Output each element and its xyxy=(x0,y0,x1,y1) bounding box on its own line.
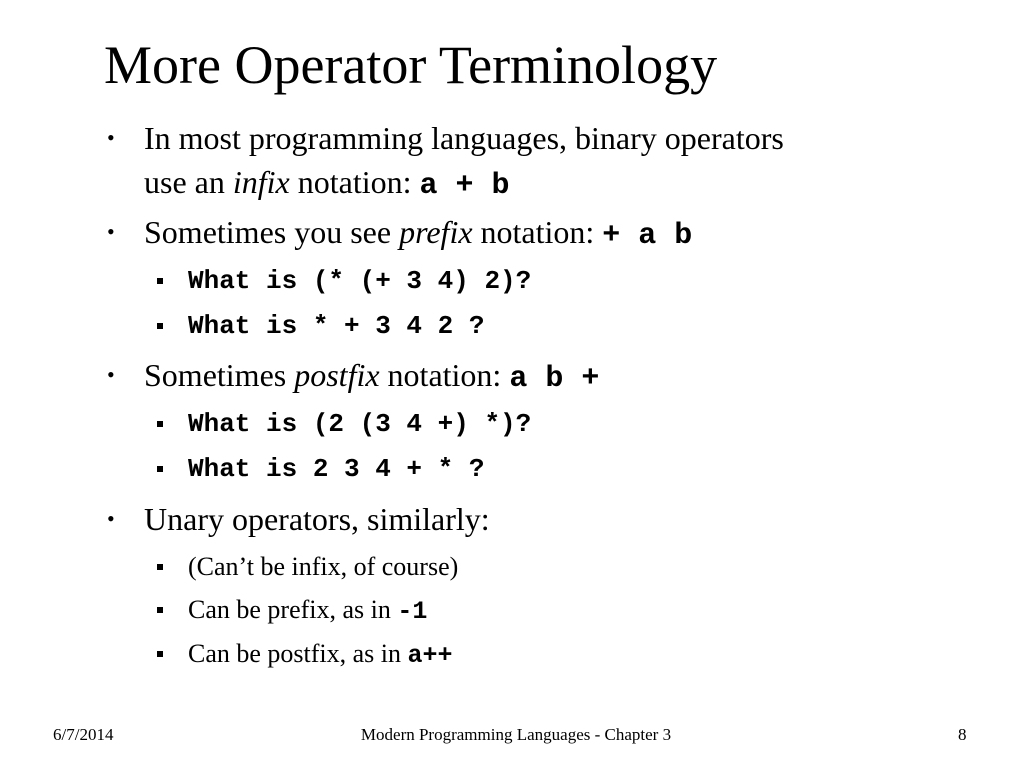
bullet-dot-icon: • xyxy=(107,219,115,244)
sub-bullet-question: What is (* (+ 3 4) 2)? xyxy=(188,266,532,296)
square-bullet-icon xyxy=(157,607,163,613)
bullet-text: notation: xyxy=(379,357,510,393)
sub-bullet-question: What is (2 (3 4 +) *)? xyxy=(188,409,532,439)
code-snippet: -1 xyxy=(397,597,428,626)
sub-bullet-text: (Can’t be infix, of course) xyxy=(188,552,459,581)
square-bullet-icon xyxy=(157,651,163,657)
bullet-text: use an xyxy=(144,164,233,200)
emphasis-term: postfix xyxy=(294,357,380,393)
square-bullet-icon xyxy=(157,421,163,427)
square-bullet-icon xyxy=(157,278,163,284)
square-bullet-icon xyxy=(157,323,163,329)
emphasis-term: infix xyxy=(232,164,290,200)
bullet-text: notation: xyxy=(289,164,420,200)
bullet-prefix xyxy=(144,210,692,258)
page-number: 8 xyxy=(958,725,967,744)
code-snippet: a++ xyxy=(407,641,453,670)
code-snippet: a b + xyxy=(509,362,600,396)
bullet-text: notation: xyxy=(472,214,603,250)
bullet-text: Sometimes you see xyxy=(144,214,400,250)
sub-bullet-postfix-example xyxy=(188,636,453,674)
bullet-infix-line1: In most programming languages, binary operators xyxy=(144,120,784,156)
bullet-dot-icon: • xyxy=(107,362,115,387)
emphasis-term: prefix xyxy=(399,214,473,250)
footer-date: 6/7/2014 xyxy=(53,725,114,744)
bullet-dot-icon: • xyxy=(107,506,115,531)
bullet-dot-icon: • xyxy=(107,125,115,150)
bullet-unary: Unary operators, similarly: xyxy=(144,501,490,537)
square-bullet-icon xyxy=(157,564,163,570)
square-bullet-icon xyxy=(157,466,163,472)
code-snippet: a + b xyxy=(419,169,510,203)
code-snippet: + a b xyxy=(602,219,693,253)
sub-bullet-question: What is * + 3 4 2 ? xyxy=(188,311,485,341)
bullet-infix-line2 xyxy=(144,160,510,208)
slide-title: More Operator Terminology xyxy=(104,35,718,95)
bullet-text: Sometimes xyxy=(144,357,295,393)
sub-bullet-question: What is 2 3 4 + * ? xyxy=(188,454,485,484)
sub-bullet-text: Can be postfix, as in xyxy=(188,639,408,668)
footer-title: Modern Programming Languages - Chapter 3 xyxy=(360,725,672,744)
bullet-postfix xyxy=(144,353,599,401)
sub-bullet-prefix-example xyxy=(188,592,427,630)
sub-bullet-text: Can be prefix, as in xyxy=(188,595,398,624)
